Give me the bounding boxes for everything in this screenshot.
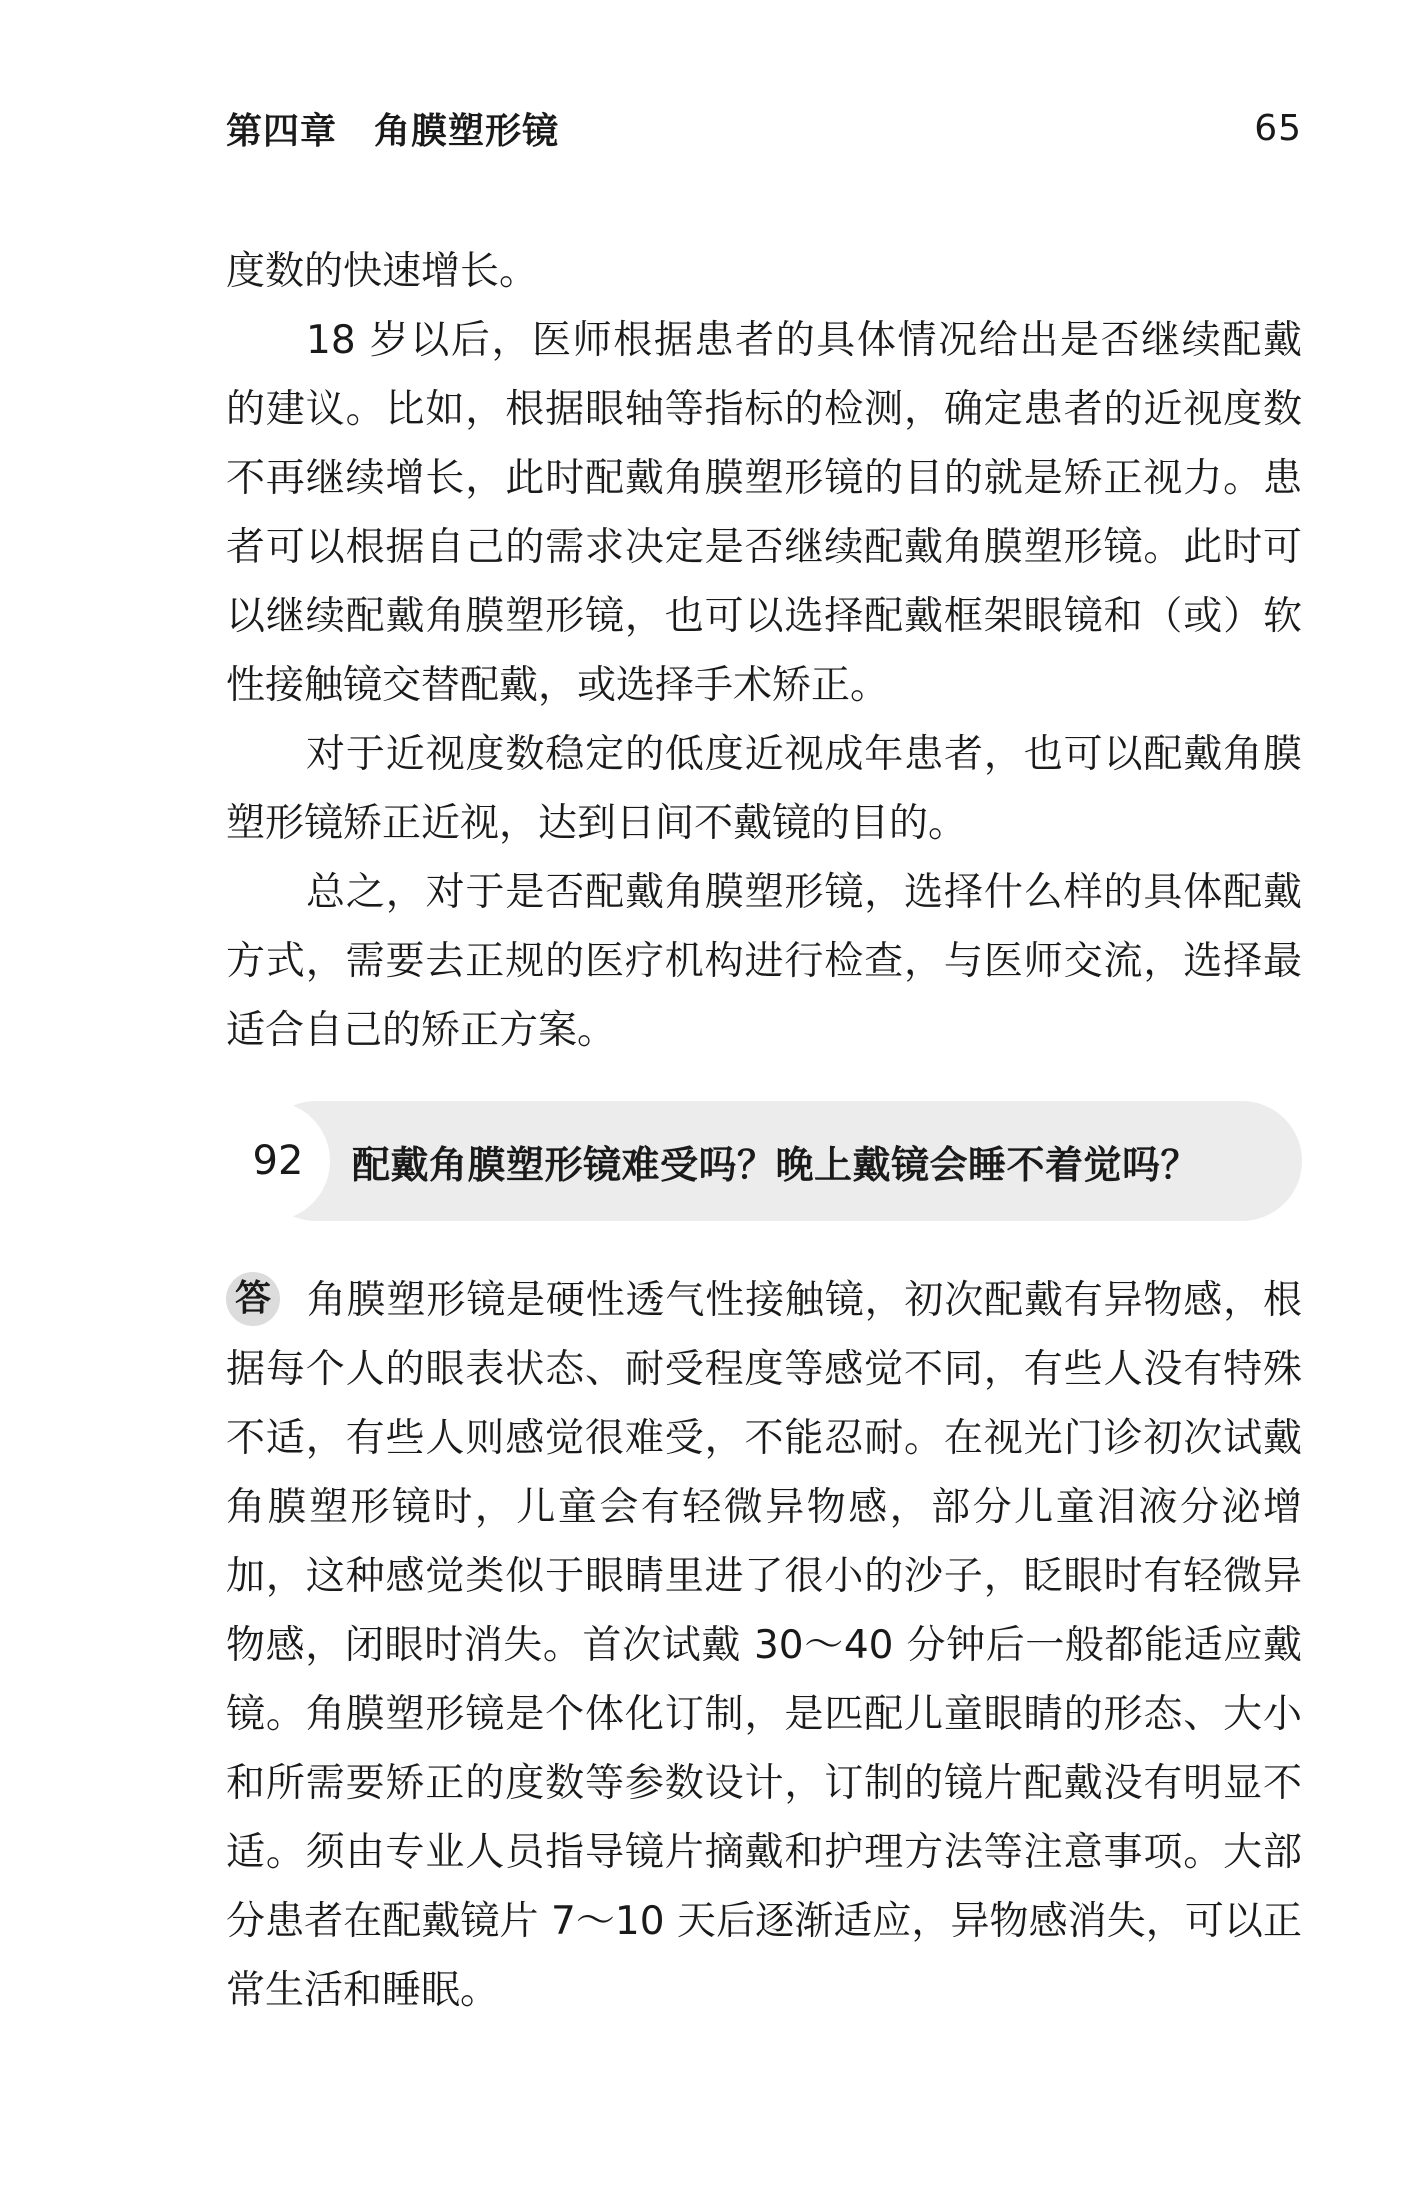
chapter-title: 第四章 角膜塑形镜 xyxy=(226,110,560,152)
paragraph: 总之，对于是否配戴角膜塑形镜，选择什么样的具体配戴方式，需要去正规的医疗机构进行检查，与医师交流，选择最适合自己的矫正方案。 xyxy=(226,870,1302,1053)
continued-section xyxy=(226,237,1302,1065)
question-number: 92 xyxy=(226,1101,330,1221)
answer-text: 角膜塑形镜是硬性透气性接触镜，初次配戴有异物感，根据每个人的眼表状态、耐受程度等感觉不同，有些人没有特殊不适，有些人则感觉很难受，不能忍耐。在视光门诊初次试戴角膜塑形镜时，儿童会有轻微异物感，部分儿童泪液分泌增加，这种感觉类似于眼睛里进了很小的沙子，眨眼时有轻微异物感，闭眼时消失。首次试戴 30～40 分钟后一般都能适应戴镜。角膜塑形镜是个体化订制，是匹配儿童眼睛的形态、大小和所需要矫正的度数等参数设计，订制的镜片配戴没有明显不适。须由专业人员指导镜片摘戴和护理方法等注意事项。大部分患者在配戴镜片 7～10 天后逐渐适应，异物感消失，可以正常生活和睡眠。 xyxy=(226,1278,1302,2013)
question-text: 配戴角膜塑形镜难受吗？晚上戴镜会睡不着觉吗？ xyxy=(352,1142,1200,1187)
answer-badge: 答 xyxy=(226,1272,280,1326)
page-number: 65 xyxy=(1254,107,1302,149)
paragraph: 对于近视度数稳定的低度近视成年患者，也可以配戴角膜塑形镜矫正近视，达到日间不戴镜的目的。 xyxy=(226,732,1302,846)
question-heading xyxy=(226,1101,1302,1221)
paragraph: 度数的快速增长。 xyxy=(226,249,539,294)
answer-section xyxy=(226,1266,1302,2025)
running-header xyxy=(226,98,1302,158)
paragraph: 18 岁以后，医师根据患者的具体情况给出是否继续配戴的建议。比如，根据眼轴等指标的检测，确定患者的近视度数不再继续增长，此时配戴角膜塑形镜的目的就是矫正视力。患者可以根据自己的需求决定是否继续配戴角膜塑形镜。此时可以继续配戴角膜塑形镜，也可以选择配戴框架眼镜和（或）软性接触镜交替配戴，或选择手术矫正。 xyxy=(226,318,1302,708)
answer-paragraph xyxy=(226,1266,1302,2025)
